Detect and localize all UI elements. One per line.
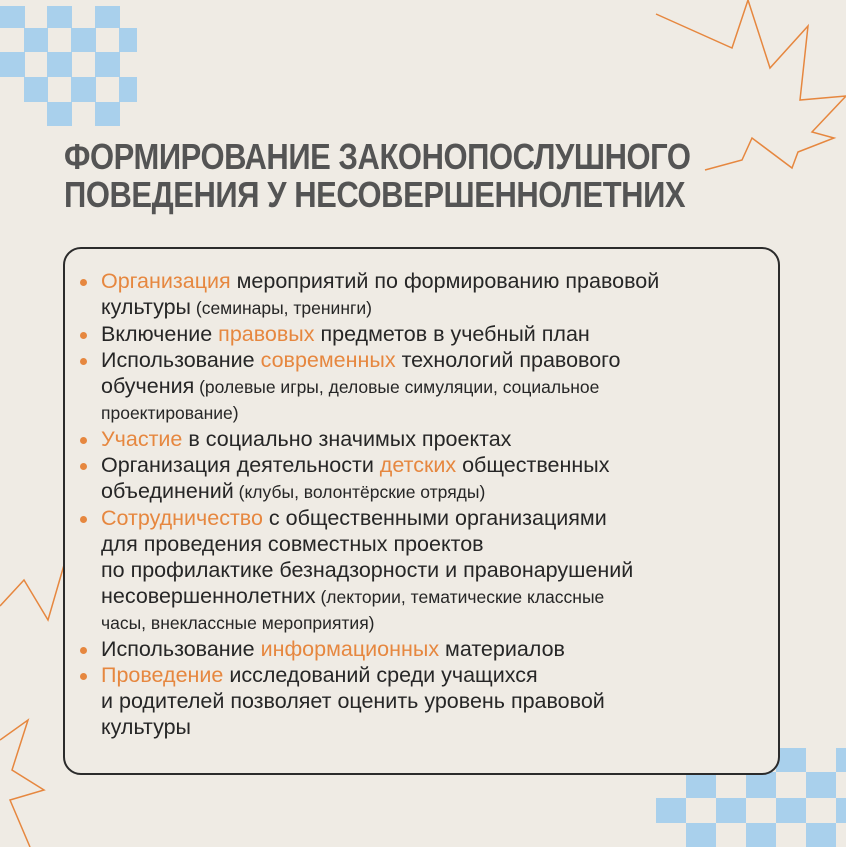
list-item: [80, 505, 780, 636]
item-text: несовершеннолетних: [101, 584, 316, 608]
accent-word: Организация: [101, 269, 231, 293]
accent-word: Сотрудничество: [101, 506, 263, 530]
title-line-1: ФОРМИРОВАНИЕ ЗАКОНОПОСЛУШНОГО: [64, 136, 691, 177]
checker-pattern-top-left: [0, 6, 137, 126]
item-text: объединений: [101, 479, 234, 503]
item-text: мероприятий по формированию правовой: [230, 269, 660, 293]
item-text: и родителей позволяет оценить уровень правовой: [101, 689, 605, 713]
title-line-2: ПОВЕДЕНИЯ У НЕСОВЕРШЕННОЛЕТНИХ: [64, 174, 686, 215]
accent-word: Участие: [101, 427, 183, 451]
list-item: [80, 662, 780, 740]
accent-word: правовых: [218, 322, 315, 346]
accent-word: Проведение: [101, 663, 224, 687]
item-note: (ролевые игры, деловые симуляции, социальное: [194, 377, 600, 397]
list-item: [80, 636, 780, 662]
item-text: в социально значимых проектах: [182, 427, 512, 451]
accent-word: современных: [260, 348, 396, 372]
bullet-icon: [80, 358, 87, 365]
item-text: по профилактике безнадзорности и правонарушений: [101, 558, 634, 582]
list-item: [80, 321, 780, 347]
item-note: проектирование): [101, 403, 239, 423]
item-text: культуры: [101, 715, 191, 739]
accent-word: детских: [379, 453, 457, 477]
item-text: культуры: [101, 295, 191, 319]
item-text: обучения: [101, 374, 195, 398]
item-text: предметов в учебный план: [314, 322, 590, 346]
item-note: часы, внеклассные мероприятия): [101, 613, 375, 633]
list-item: [80, 347, 780, 426]
item-text: Использование: [101, 637, 261, 661]
item-text: Включение: [101, 322, 219, 346]
measures-list: [80, 268, 780, 740]
list-item: [80, 452, 780, 505]
starburst-bottom-left-lower: [0, 720, 44, 847]
bullet-icon: [80, 516, 87, 523]
item-text: исследований среди учащихся: [223, 663, 538, 687]
list-item: [80, 268, 780, 321]
item-text: для проведения совместных проектов: [101, 532, 484, 556]
item-text: технологий правового: [395, 348, 621, 372]
item-text: общественных: [456, 453, 610, 477]
bullet-icon: [80, 332, 87, 339]
bullet-icon: [80, 647, 87, 654]
list-item: [80, 426, 780, 452]
bullet-icon: [80, 437, 87, 444]
item-note: (семинары, тренинги): [191, 298, 372, 318]
item-text: материалов: [439, 637, 565, 661]
bullet-icon: [80, 463, 87, 470]
item-text: Использование: [101, 348, 261, 372]
item-text: Организация деятельности: [101, 453, 380, 477]
page-title: [64, 136, 691, 215]
item-text: с общественными организациями: [262, 506, 607, 530]
item-note: (клубы, волонтёрские отряды): [233, 482, 486, 502]
bullet-icon: [80, 279, 87, 286]
accent-word: информационных: [260, 637, 440, 661]
bullet-icon: [80, 673, 87, 680]
item-note: (лектории, тематические классные: [315, 587, 605, 607]
